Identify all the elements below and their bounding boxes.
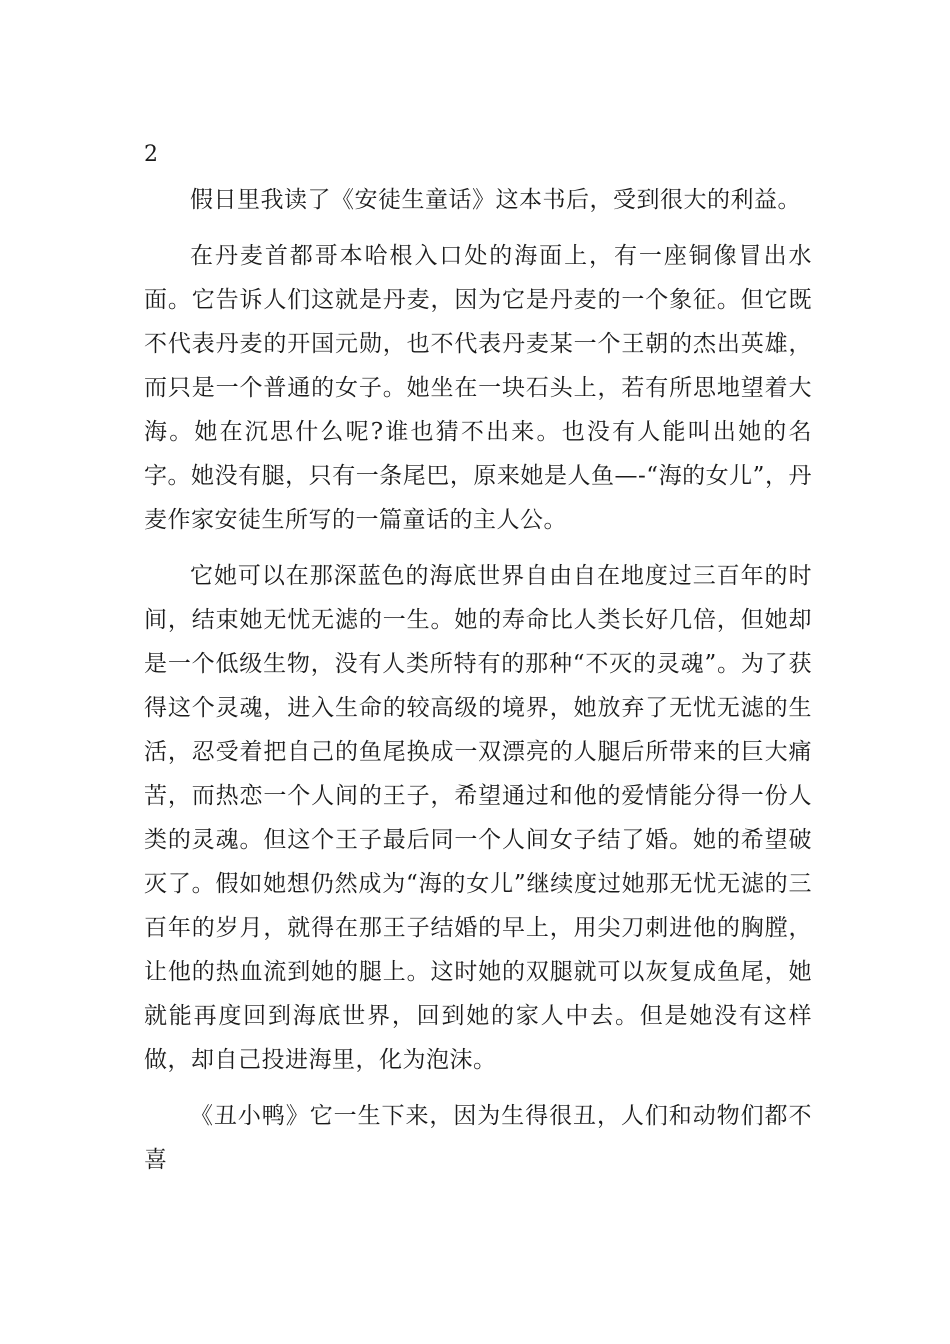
body-text — [144, 178, 812, 1194]
paragraph-intro: 假日里我读了《安徒生童话》这本书后，受到很大的利益。 — [190, 187, 801, 213]
page-number: 2 — [144, 142, 158, 167]
paragraph-statue: 在丹麦首都哥本哈根入口处的海面上，有一座铜像冒出水面。它告诉人们这就是丹麦，因为它是丹麦的一个象征。但它既不代表丹麦的开国元勋，也不代表丹麦某一个王朝的杰出英雄，而只是一个普通的女子。她坐在一块石头上，若有所思地望着大海。她在沉思什么呢?谁也猜不出来。也没有人能叫出她的名字。她没有腿，只有一条尾巴，原来她是人鱼—-“海的女儿”，丹麦作家安徒生所写的一篇童话的主人公。 — [144, 243, 812, 533]
paragraph-mermaid-story: 它她可以在那深蓝色的海底世界自由自在地度过三百年的时间，结束她无忧无滤的一生。她的寿命比人类长好几倍，但她却是一个低级生物，没有人类所特有的那种“不灭的灵魂”。为了获得这个灵魂，进入生命的较高级的境界，她放弃了无忧无滤的生活，忍受着把自己的鱼尾换成一双漂亮的人腿后所带来的巨大痛苦，而热恋一个人间的王子，希望通过和他的爱情能分得一份人类的灵魂。但这个王子最后同一个人间女子结了婚。她的希望破灭了。假如她想仍然成为“海的女儿”继续度过她那无忧无滤的三百年的岁月，就得在那王子结婚的早上，用尖刀刺进他的胸膛，让他的热血流到她的腿上。这时她的双腿就可以灰复成鱼尾，她就能再度回到海底世界，回到她的家人中去。但是她没有这样做，却自己投进海里，化为泡沫。 — [144, 563, 812, 1073]
paragraph-ugly-duckling: 《丑小鸭》它一生下来，因为生得很丑，人们和动物们都不喜 — [144, 1103, 812, 1173]
